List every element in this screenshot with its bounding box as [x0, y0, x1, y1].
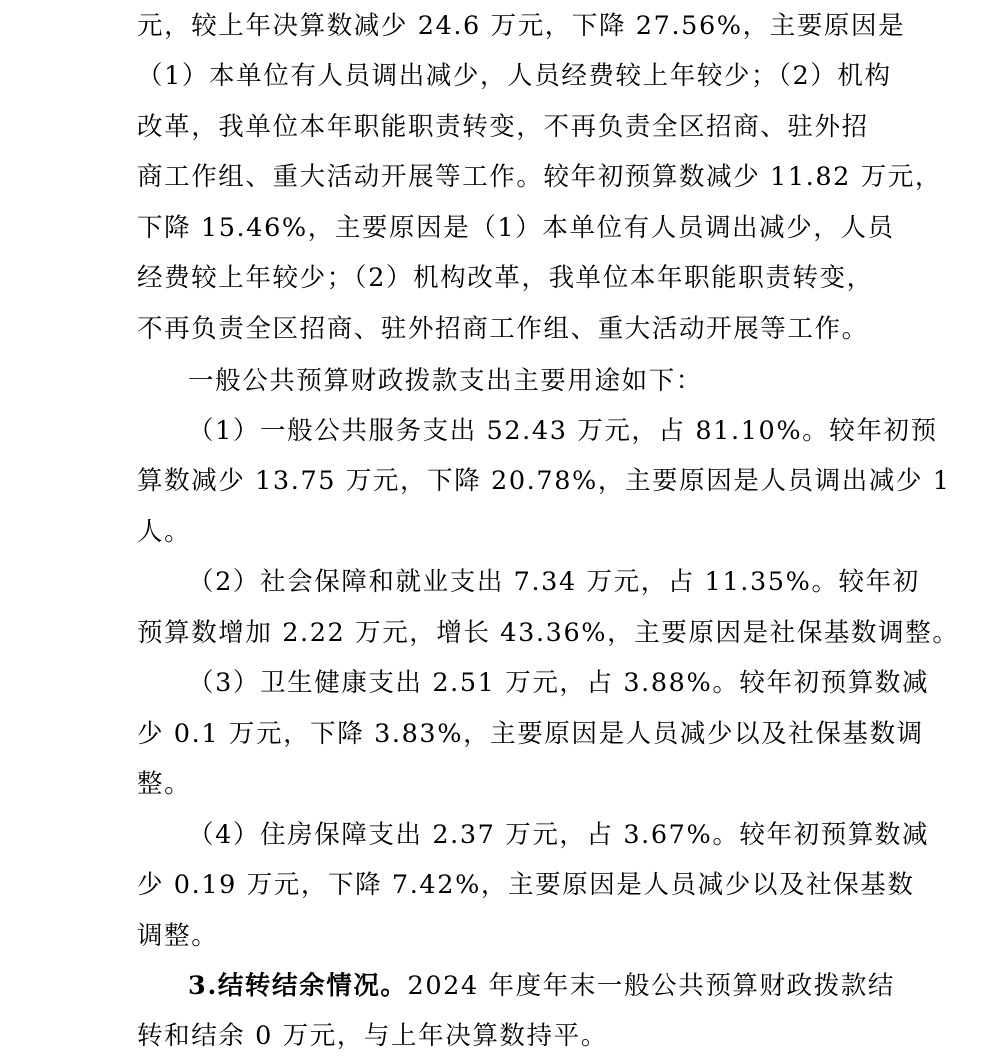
text-line: 商工作组、重大活动开展等工作。较年初预算数减少 11.82 万元， — [137, 162, 943, 192]
item-1-line: （1）一般公共服务支出 52.43 万元，占 81.10%。较年初预 — [188, 416, 938, 446]
item-3-line: 少 0.1 万元，下降 3.83%，主要原因是人员减少以及社保基数调 — [137, 719, 924, 749]
paragraph-intro: 一般公共预算财政拨款支出主要用途如下： — [188, 366, 703, 396]
text-line: （1）本单位有人员调出减少，人员经费较上年较少；（2）机构 — [137, 61, 892, 91]
item-3-line: （3）卫生健康支出 2.51 万元，占 3.88%。较年初预算数减 — [188, 668, 930, 698]
item-1-line: 算数减少 13.75 万元，下降 20.78%，主要原因是人员调出减少 1 — [137, 466, 951, 496]
item-4-line: （4）住房保障支出 2.37 万元，占 3.67%。较年初预算数减 — [188, 820, 930, 850]
item-2-line: （2）社会保障和就业支出 7.34 万元，占 11.35%。较年初 — [188, 567, 920, 597]
section-3-line — [188, 968, 896, 1004]
text-line: 经费较上年较少；（2）机构改革，我单位本年职能职责转变， — [137, 263, 874, 293]
text-line: 下降 15.46%，主要原因是（1）本单位有人员调出减少，人员 — [137, 213, 895, 243]
item-4-line: 调整。 — [137, 921, 219, 951]
text-line: 元，较上年决算数减少 24.6 万元，下降 27.56%，主要原因是 — [137, 11, 906, 41]
section-3-line: 转和结余 0 万元，与上年决算数持平。 — [137, 1021, 608, 1051]
text-line: 不再负责全区招商、驻外招商工作组、重大活动开展等工作。 — [137, 314, 869, 344]
item-3-line: 整。 — [137, 769, 192, 799]
text-line: 改革，我单位本年职能职责转变，不再负责全区招商、驻外招 — [137, 112, 869, 142]
item-1-line: 人。 — [137, 517, 192, 547]
section-3-heading: 3.结转结余情况。 — [188, 971, 408, 1001]
section-3-text: 2024 年度年末一般公共预算财政拨款结 — [407, 971, 896, 1001]
item-2-line: 预算数增加 2.22 万元，增长 43.36%，主要原因是社保基数调整。 — [137, 618, 960, 648]
item-4-line: 少 0.19 万元，下降 7.42%，主要原因是人员减少以及社保基数 — [137, 870, 915, 900]
